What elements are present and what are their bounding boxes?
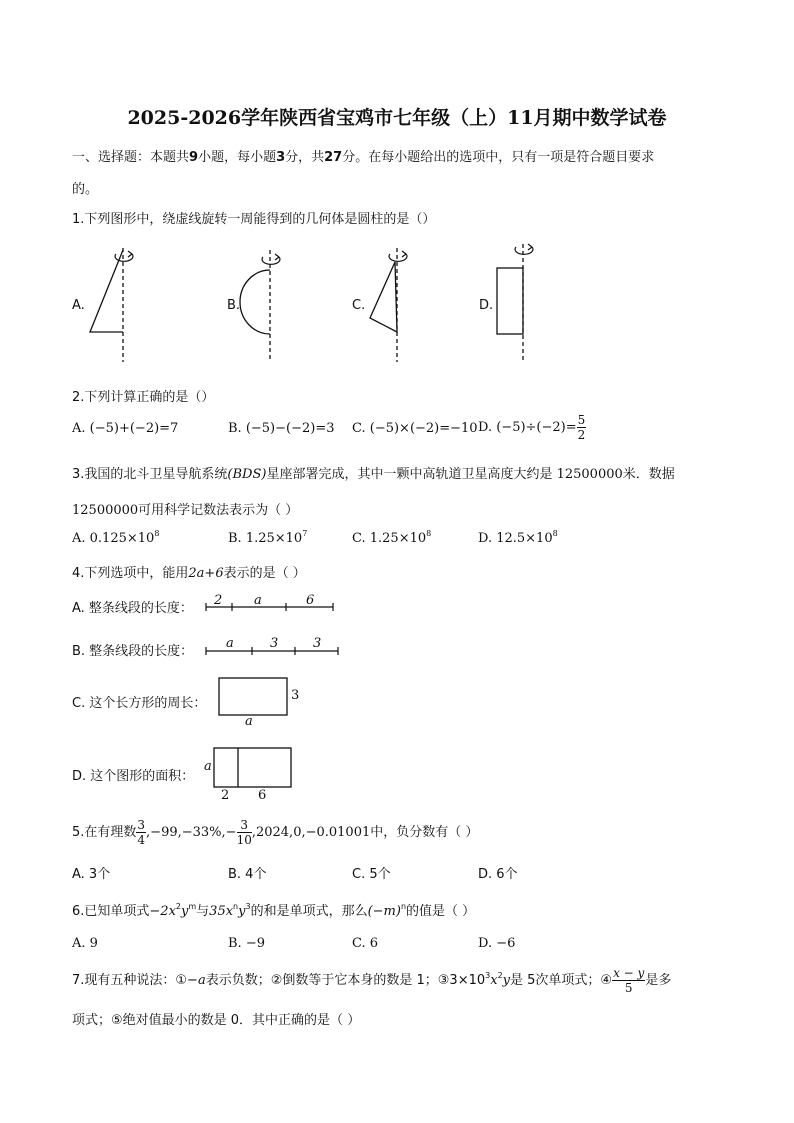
q4-c-bottom-label: a <box>245 714 253 729</box>
q2-option-d: D. (−5)÷(−2)= $\frac{5}{2}$ <box>478 413 586 442</box>
q1-figure-a <box>90 248 133 362</box>
q2-option-b: B. (−5)−(−2)=3 <box>228 421 335 436</box>
q4-d-width-2: 6 <box>258 788 267 803</box>
question-1-stem: 1.下列图形中，绕虚线旋转一周能得到的几何体是圆柱的是（） <box>72 212 436 227</box>
q4-a-seg-label-3: 6 <box>306 593 315 608</box>
q4-b-seg-label-2: 3 <box>270 636 279 651</box>
q5-option-a: A. 3个 <box>72 867 111 882</box>
question-6-stem: 6.已知单项式$-2x^2y^m$与$35x^ny^3$的和是单项式，那么$(-m)^n$的值是（ ） <box>72 902 476 919</box>
q4-a-seg-label-2: a <box>254 593 262 608</box>
q6-option-b: B. −9 <box>228 936 265 951</box>
q3-option-b: B. $1.25\times 10^7$ <box>228 529 308 546</box>
question-5-stem: 5.在有理数 $\frac{3}{4}$ ,−99,−33%,− $\frac{3}{10}$ ,2024,0,−0.01001中，负分数有（ ） <box>72 818 479 847</box>
q4-c-rectangle <box>219 678 287 715</box>
question-7-stem: 7.现有五种说法：①−a表示负数；②倒数等于它本身的数是 1；$③3\times 10^3x^2y$是 5次单项式；④ $\frac{x - y}{5}$ 是多 <box>72 966 672 995</box>
q4-a-seg-label-1: 2 <box>214 593 223 608</box>
question-3-stem-line2: 12500000可用科学记数法表示为（ ） <box>72 503 299 518</box>
q4-d-figure <box>214 748 291 787</box>
q1-figure-d <box>497 244 533 362</box>
question-7-stem-line2: 项式；⑤绝对值最小的数是 0．其中正确的是（ ） <box>72 1013 361 1028</box>
question-2-stem: 2.下列计算正确的是（） <box>72 390 215 405</box>
exam-title: 2025-2026学年陕西省宝鸡市七年级（上）11月期中数学试卷 <box>127 107 667 129</box>
q1-figure-c <box>370 248 407 362</box>
q1-option-b-label: B. <box>227 298 241 313</box>
q4-option-b: B. 整条线段的长度： <box>72 644 194 659</box>
q3-option-d: D. $12.5\times 10^8$ <box>478 529 558 546</box>
q5-option-b: B. 4个 <box>228 867 267 882</box>
q1-option-a-label: A. <box>72 298 85 313</box>
q1-option-c-label: C. <box>352 298 366 313</box>
q4-b-seg-label-1: a <box>226 636 234 651</box>
q4-d-width-1: 2 <box>221 788 230 803</box>
q5-option-c: C. 5个 <box>352 867 391 882</box>
q4-c-side-label: 3 <box>291 688 300 703</box>
q4-b-seg-label-3: 3 <box>313 636 322 651</box>
q4-option-c: C. 这个长方形的周长： <box>72 696 207 711</box>
q4-d-left-label: a <box>204 759 212 774</box>
q2-option-a: A. (−5)+(−2)=7 <box>72 421 179 436</box>
q3-option-a: A. $0.125\times 10^8$ <box>72 529 160 546</box>
q6-option-c: C. 6 <box>352 936 379 951</box>
q4-option-a: A. 整条线段的长度： <box>72 601 193 616</box>
section-instructions-line2: 的。 <box>72 182 99 197</box>
question-3-stem: 3.我国的北斗卫星导航系统(BDS)星座部署完成，其中一颗中高轨道卫星高度大约是 12500000米．数据 <box>72 467 675 482</box>
q5-option-d: D. 6个 <box>478 867 518 882</box>
q1-figure-b <box>240 250 280 362</box>
q2-option-c: C. (−5)×(−2)=−10 <box>352 421 478 436</box>
question-4-stem: 4.下列选项中，能用2a+6表示的是（ ） <box>72 566 306 581</box>
section-instructions: 一、选择题：本题共9小题，每小题3分，共27分。在每小题给出的选项中，只有一项是符合题目要求 <box>72 150 655 165</box>
q6-option-d: D. −6 <box>478 936 516 951</box>
q1-option-d-label: D. <box>479 298 494 313</box>
q3-option-c: C. $1.25\times 10^8$ <box>352 529 432 546</box>
q6-option-a: A. 9 <box>72 936 98 951</box>
q4-option-d: D. 这个图形的面积： <box>72 769 195 784</box>
